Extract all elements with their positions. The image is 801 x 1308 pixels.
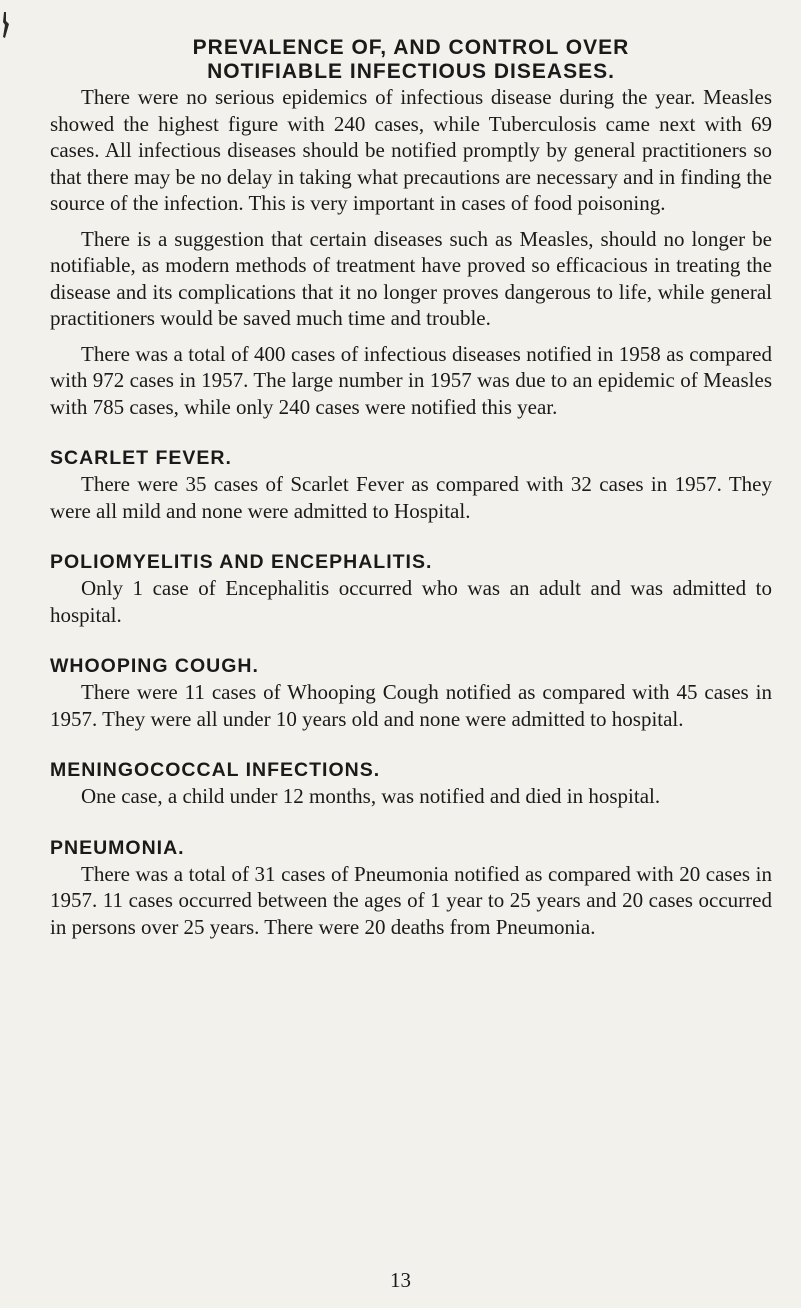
page-title xyxy=(50,36,772,84)
section-scarlet-fever xyxy=(50,445,772,524)
intro-paragraph-3: There was a total of 400 cases of infectious diseases notified in 1958 as compared with 972 cases in 1957. The large number in 1957 was due to an epidemic of Measles with 785 cases, while only 240 cases were notified this year. xyxy=(50,341,772,419)
section-meningococcal xyxy=(50,757,772,810)
section-pneumonia xyxy=(50,835,772,941)
page-corner-mark xyxy=(2,12,11,38)
section-poliomyelitis xyxy=(50,549,772,628)
section-heading: PNEUMONIA. xyxy=(50,836,185,859)
intro-paragraph-2: There is a suggestion that certain diseases such as Measles, should no longer be notifiable, as modern methods of treatment have proved so efficacious in treating the disease and its complications that it no longer proves dangerous to life, while general practitioners would be saved much time and trouble. xyxy=(50,226,772,330)
section-heading: SCARLET FEVER. xyxy=(50,447,232,469)
section-heading: POLIOMYELITIS AND ENCEPHALITIS. xyxy=(50,551,433,573)
title-line-2: NOTIFIABLE INFECTIOUS DISEASES. xyxy=(207,60,615,83)
intro-paragraph-1: There were no serious epidemics of infectious disease during the year. Measles showed the highest figure with 240 cases, while Tuberculosis came next with 69 cases. All infectious diseases should be notified promptly by general practitioners so that there may be no delay in taking what precautions are necessary and in finding the source of the infection. This is very important in cases of food poisoning. xyxy=(50,85,772,215)
section-whooping-cough xyxy=(50,653,772,732)
title-line-1: PREVALENCE OF, AND CONTROL OVER xyxy=(192,36,630,59)
section-heading: MENINGOCOCCAL INFECTIONS. xyxy=(50,759,381,781)
document-page xyxy=(50,36,772,940)
section-heading: WHOOPING COUGH. xyxy=(50,655,259,677)
page-number: 13 xyxy=(390,1268,411,1292)
section-paragraph: Only 1 case of Encephalitis occurred who was an adult and was admitted to hospital. xyxy=(50,576,772,627)
section-paragraph: There were 11 cases of Whooping Cough notified as compared with 45 cases in 1957. They were all under 10 years old and none were admitted to hospital. xyxy=(50,680,772,731)
section-paragraph: One case, a child under 12 months, was notified and died in hospital. xyxy=(81,784,661,808)
section-paragraph: There were 35 cases of Scarlet Fever as compared with 32 cases in 1957. They were all mild and none were admitted to Hospital. xyxy=(50,472,772,523)
section-paragraph: There was a total of 31 cases of Pneumonia notified as compared with 20 cases in 1957. 11 cases occurred between the ages of 1 year to 25 years and 20 cases occurred in persons over 25 years. There were 20 deaths from Pneumonia. xyxy=(50,861,772,939)
